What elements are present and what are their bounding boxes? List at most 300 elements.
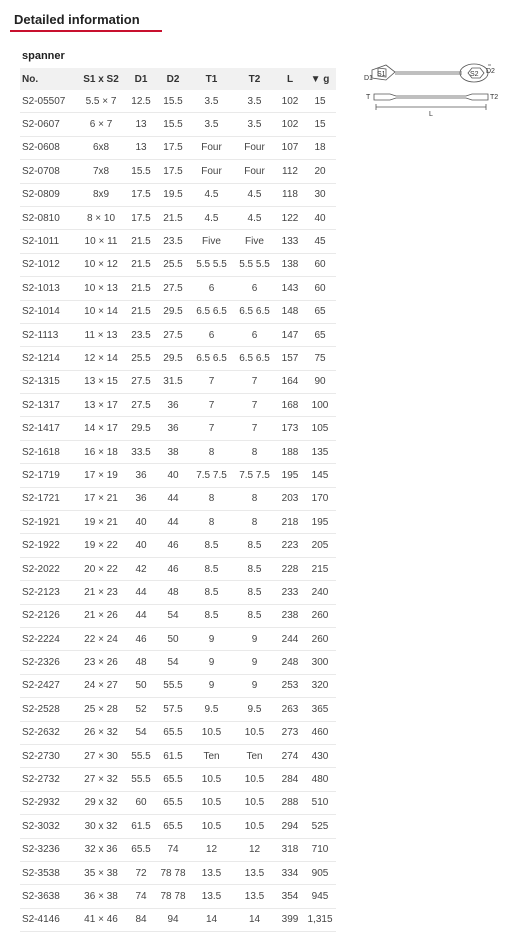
- cell-size: 35 × 38: [76, 861, 126, 884]
- table-row: [20, 136, 336, 159]
- cell-weight: 40: [304, 206, 336, 229]
- cell-d1: 17.5: [126, 183, 156, 206]
- table-row: [20, 347, 336, 370]
- cell-d1: 40: [126, 534, 156, 557]
- weight-triangle-icon: ▼: [310, 73, 321, 85]
- cell-t1: 9.5: [190, 698, 233, 721]
- cell-size: 26 × 32: [76, 721, 126, 744]
- cell-d2: 65.5: [156, 721, 190, 744]
- cell-size: 20 × 22: [76, 557, 126, 580]
- cell-t1: 6: [190, 277, 233, 300]
- column-header-l: L: [276, 68, 304, 90]
- cell-d1: 65.5: [126, 838, 156, 861]
- cell-part-number: S2-1012: [20, 253, 76, 276]
- cell-part-number: S2-2932: [20, 791, 76, 814]
- cell-t2: 9: [233, 651, 276, 674]
- cell-d2: 15.5: [156, 90, 190, 113]
- cell-length: 133: [276, 230, 304, 253]
- cell-part-number: S2-3538: [20, 861, 76, 884]
- column-header-no: No.: [20, 68, 76, 90]
- cell-length: 157: [276, 347, 304, 370]
- cell-t2: 8.5: [233, 534, 276, 557]
- cell-weight: 710: [304, 838, 336, 861]
- cell-t1: 6.5 6.5: [190, 347, 233, 370]
- cell-d2: 27.5: [156, 277, 190, 300]
- diagram-label-s2: S2: [470, 71, 479, 78]
- cell-weight: 430: [304, 744, 336, 767]
- table-row: [20, 464, 336, 487]
- cell-d1: 13: [126, 136, 156, 159]
- cell-weight: 195: [304, 511, 336, 534]
- table-row: [20, 861, 336, 884]
- cell-t2: 9: [233, 627, 276, 650]
- cell-size: 30 x 32: [76, 815, 126, 838]
- table-row: [20, 417, 336, 440]
- cell-d2: 55.5: [156, 674, 190, 697]
- cell-d1: 40: [126, 511, 156, 534]
- diagram-label-s1: S1: [377, 71, 386, 78]
- cell-size: 10 × 13: [76, 277, 126, 300]
- cell-d1: 60: [126, 791, 156, 814]
- cell-part-number: S2-1113: [20, 323, 76, 346]
- cell-size: 6 × 7: [76, 113, 126, 136]
- cell-t2: 3.5: [233, 113, 276, 136]
- table-row: [20, 323, 336, 346]
- cell-d2: 61.5: [156, 744, 190, 767]
- table-row: [20, 487, 336, 510]
- cell-t1: 10.5: [190, 791, 233, 814]
- table-row: [20, 674, 336, 697]
- cell-size: 21 × 26: [76, 604, 126, 627]
- cell-length: 273: [276, 721, 304, 744]
- cell-t2: 9.5: [233, 698, 276, 721]
- cell-d2: 78 78: [156, 885, 190, 908]
- cell-d2: 65.5: [156, 768, 190, 791]
- cell-size: 5.5 × 7: [76, 90, 126, 113]
- cell-size: 17 × 19: [76, 464, 126, 487]
- cell-t1: 9: [190, 651, 233, 674]
- cell-t2: 8.5: [233, 581, 276, 604]
- cell-weight: 240: [304, 581, 336, 604]
- cell-size: 10 × 11: [76, 230, 126, 253]
- cell-length: 218: [276, 511, 304, 534]
- cell-t1: 8.5: [190, 581, 233, 604]
- cell-d1: 25.5: [126, 347, 156, 370]
- cell-size: 13 × 15: [76, 370, 126, 393]
- cell-t1: 8.5: [190, 534, 233, 557]
- cell-weight: 18: [304, 136, 336, 159]
- cell-d2: 15.5: [156, 113, 190, 136]
- cell-t2: 13.5: [233, 885, 276, 908]
- cell-weight: 905: [304, 861, 336, 884]
- cell-d1: 48: [126, 651, 156, 674]
- cell-t1: Four: [190, 136, 233, 159]
- cell-length: 118: [276, 183, 304, 206]
- cell-d1: 44: [126, 604, 156, 627]
- cell-size: 29 x 32: [76, 791, 126, 814]
- cell-d2: 17.5: [156, 136, 190, 159]
- diagram-label-d1: D1: [364, 75, 373, 82]
- cell-part-number: S2-1618: [20, 440, 76, 463]
- cell-d2: 54: [156, 604, 190, 627]
- cell-size: 41 × 46: [76, 908, 126, 931]
- cell-d1: 52: [126, 698, 156, 721]
- cell-weight: 1,315: [304, 908, 336, 931]
- table-row: [20, 160, 336, 183]
- cell-t2: 3.5: [233, 90, 276, 113]
- cell-length: 223: [276, 534, 304, 557]
- cell-size: 36 × 38: [76, 885, 126, 908]
- cell-length: 148: [276, 300, 304, 323]
- cell-length: 122: [276, 206, 304, 229]
- tab-header: [0, 0, 512, 40]
- cell-length: 294: [276, 815, 304, 838]
- cell-d2: 17.5: [156, 160, 190, 183]
- cell-d2: 74: [156, 838, 190, 861]
- cell-d1: 44: [126, 581, 156, 604]
- table-row: [20, 815, 336, 838]
- cell-weight: 525: [304, 815, 336, 838]
- table-row: [20, 721, 336, 744]
- cell-weight: 460: [304, 721, 336, 744]
- cell-d2: 36: [156, 394, 190, 417]
- cell-part-number: S2-1315: [20, 370, 76, 393]
- cell-t1: 8.5: [190, 604, 233, 627]
- cell-size: 22 × 24: [76, 627, 126, 650]
- cell-weight: 100: [304, 394, 336, 417]
- table-row: [20, 557, 336, 580]
- table-row: [20, 253, 336, 276]
- cell-weight: 105: [304, 417, 336, 440]
- column-header-size: S1 x S2: [76, 68, 126, 90]
- cell-length: 354: [276, 885, 304, 908]
- cell-d1: 17.5: [126, 206, 156, 229]
- cell-d1: 55.5: [126, 768, 156, 791]
- cell-part-number: S2-1721: [20, 487, 76, 510]
- cell-t2: 12: [233, 838, 276, 861]
- cell-weight: 90: [304, 370, 336, 393]
- cell-t2: Five: [233, 230, 276, 253]
- cell-size: 19 × 21: [76, 511, 126, 534]
- cell-t2: Four: [233, 160, 276, 183]
- cell-d2: 48: [156, 581, 190, 604]
- cell-t2: 4.5: [233, 183, 276, 206]
- cell-d1: 27.5: [126, 394, 156, 417]
- cell-part-number: S2-05507: [20, 90, 76, 113]
- cell-t1: 10.5: [190, 768, 233, 791]
- cell-t2: 8: [233, 440, 276, 463]
- cell-t2: 8: [233, 511, 276, 534]
- cell-size: 25 × 28: [76, 698, 126, 721]
- cell-t2: 8.5: [233, 557, 276, 580]
- cell-t2: 9: [233, 674, 276, 697]
- cell-t1: 7: [190, 394, 233, 417]
- cell-part-number: S2-2022: [20, 557, 76, 580]
- cell-size: 14 × 17: [76, 417, 126, 440]
- cell-weight: 135: [304, 440, 336, 463]
- cell-t1: 4.5: [190, 206, 233, 229]
- cell-t2: 13.5: [233, 861, 276, 884]
- cell-d2: 46: [156, 557, 190, 580]
- cell-d1: 55.5: [126, 744, 156, 767]
- cell-size: 12 × 14: [76, 347, 126, 370]
- cell-t2: 10.5: [233, 721, 276, 744]
- cell-length: 102: [276, 90, 304, 113]
- cell-t1: 4.5: [190, 183, 233, 206]
- cell-part-number: S2-4146: [20, 908, 76, 931]
- cell-length: 284: [276, 768, 304, 791]
- cell-t1: Four: [190, 160, 233, 183]
- cell-weight: 170: [304, 487, 336, 510]
- cell-weight: 365: [304, 698, 336, 721]
- cell-length: 263: [276, 698, 304, 721]
- cell-d1: 15.5: [126, 160, 156, 183]
- cell-d2: 23.5: [156, 230, 190, 253]
- cell-part-number: S2-2427: [20, 674, 76, 697]
- cell-t2: Four: [233, 136, 276, 159]
- cell-part-number: S2-0608: [20, 136, 76, 159]
- cell-d1: 72: [126, 861, 156, 884]
- section-title: spanner: [22, 50, 65, 62]
- table-row: [20, 744, 336, 767]
- table-row: [20, 581, 336, 604]
- active-tab-indicator: [10, 30, 162, 32]
- cell-part-number: S2-2528: [20, 698, 76, 721]
- cell-part-number: S2-3236: [20, 838, 76, 861]
- cell-d2: 40: [156, 464, 190, 487]
- cell-t2: Ten: [233, 744, 276, 767]
- cell-size: 7x8: [76, 160, 126, 183]
- cell-t1: 7: [190, 370, 233, 393]
- cell-length: 244: [276, 627, 304, 650]
- cell-t1: 9: [190, 674, 233, 697]
- cell-part-number: S2-1921: [20, 511, 76, 534]
- cell-length: 173: [276, 417, 304, 440]
- cell-size: 24 × 27: [76, 674, 126, 697]
- cell-size: 13 × 17: [76, 394, 126, 417]
- cell-size: 21 × 23: [76, 581, 126, 604]
- cell-length: 164: [276, 370, 304, 393]
- cell-d1: 13: [126, 113, 156, 136]
- table-row: [20, 183, 336, 206]
- table-row: [20, 698, 336, 721]
- cell-d1: 21.5: [126, 230, 156, 253]
- cell-length: 112: [276, 160, 304, 183]
- cell-t2: 8: [233, 487, 276, 510]
- cell-d2: 94: [156, 908, 190, 931]
- cell-length: 107: [276, 136, 304, 159]
- cell-d2: 27.5: [156, 323, 190, 346]
- cell-part-number: S2-1417: [20, 417, 76, 440]
- cell-part-number: S2-1922: [20, 534, 76, 557]
- cell-part-number: S2-1013: [20, 277, 76, 300]
- cell-part-number: S2-0708: [20, 160, 76, 183]
- cell-size: 32 x 36: [76, 838, 126, 861]
- table-row: [20, 300, 336, 323]
- table-body: [20, 90, 336, 932]
- table-row: [20, 511, 336, 534]
- cell-part-number: S2-1011: [20, 230, 76, 253]
- cell-size: 8x9: [76, 183, 126, 206]
- cell-weight: 65: [304, 323, 336, 346]
- cell-part-number: S2-1014: [20, 300, 76, 323]
- cell-d2: 46: [156, 534, 190, 557]
- cell-d2: 31.5: [156, 370, 190, 393]
- cell-part-number: S2-0607: [20, 113, 76, 136]
- cell-t1: 12: [190, 838, 233, 861]
- cell-d1: 23.5: [126, 323, 156, 346]
- cell-size: 27 × 30: [76, 744, 126, 767]
- cell-d1: 54: [126, 721, 156, 744]
- cell-d1: 12.5: [126, 90, 156, 113]
- cell-length: 203: [276, 487, 304, 510]
- cell-d2: 19.5: [156, 183, 190, 206]
- column-header-t1: T1: [190, 68, 233, 90]
- cell-weight: 15: [304, 90, 336, 113]
- spec-table: [20, 68, 336, 932]
- cell-size: 27 × 32: [76, 768, 126, 791]
- diagram-label-d2: D2: [486, 68, 495, 75]
- cell-d2: 29.5: [156, 347, 190, 370]
- cell-length: 274: [276, 744, 304, 767]
- cell-part-number: S2-0809: [20, 183, 76, 206]
- table-row: [20, 90, 336, 113]
- cell-size: 11 × 13: [76, 323, 126, 346]
- cell-length: 318: [276, 838, 304, 861]
- cell-d2: 65.5: [156, 815, 190, 838]
- cell-length: 334: [276, 861, 304, 884]
- cell-d1: 36: [126, 487, 156, 510]
- cell-weight: 15: [304, 113, 336, 136]
- table-row: [20, 768, 336, 791]
- cell-weight: 320: [304, 674, 336, 697]
- table-row: [20, 394, 336, 417]
- cell-d2: 44: [156, 511, 190, 534]
- table-row: [20, 885, 336, 908]
- cell-part-number: S2-2123: [20, 581, 76, 604]
- cell-length: 228: [276, 557, 304, 580]
- column-header-d2: D2: [156, 68, 190, 90]
- cell-t1: Ten: [190, 744, 233, 767]
- cell-d2: 38: [156, 440, 190, 463]
- cell-weight: 260: [304, 604, 336, 627]
- cell-d1: 29.5: [126, 417, 156, 440]
- table-row: [20, 277, 336, 300]
- cell-d2: 25.5: [156, 253, 190, 276]
- spanner-diagram: [362, 60, 502, 126]
- table-row: [20, 838, 336, 861]
- cell-d1: 46: [126, 627, 156, 650]
- table-row: [20, 627, 336, 650]
- cell-t1: 8: [190, 487, 233, 510]
- cell-length: 143: [276, 277, 304, 300]
- cell-t1: 14: [190, 908, 233, 931]
- cell-part-number: S2-2224: [20, 627, 76, 650]
- cell-weight: 510: [304, 791, 336, 814]
- table-row: [20, 908, 336, 931]
- cell-size: 10 × 14: [76, 300, 126, 323]
- cell-t2: 6.5 6.5: [233, 300, 276, 323]
- cell-size: 19 × 22: [76, 534, 126, 557]
- cell-length: 195: [276, 464, 304, 487]
- cell-part-number: S2-2326: [20, 651, 76, 674]
- cell-part-number: S2-2732: [20, 768, 76, 791]
- cell-d1: 74: [126, 885, 156, 908]
- cell-t2: 6.5 6.5: [233, 347, 276, 370]
- cell-d1: 42: [126, 557, 156, 580]
- cell-t1: 8.5: [190, 557, 233, 580]
- cell-length: 399: [276, 908, 304, 931]
- cell-t2: 8.5: [233, 604, 276, 627]
- diagram-label-t1: T: [366, 94, 371, 101]
- cell-t2: 14: [233, 908, 276, 931]
- cell-t2: 4.5: [233, 206, 276, 229]
- cell-weight: 205: [304, 534, 336, 557]
- cell-t1: 8: [190, 511, 233, 534]
- cell-d1: 21.5: [126, 253, 156, 276]
- table-row: [20, 651, 336, 674]
- cell-d2: 44: [156, 487, 190, 510]
- spanner-side-view: [374, 94, 488, 110]
- cell-d1: 50: [126, 674, 156, 697]
- cell-weight: 300: [304, 651, 336, 674]
- cell-part-number: S2-1214: [20, 347, 76, 370]
- cell-d1: 27.5: [126, 370, 156, 393]
- cell-length: 147: [276, 323, 304, 346]
- cell-d2: 57.5: [156, 698, 190, 721]
- cell-d1: 21.5: [126, 277, 156, 300]
- cell-t1: 3.5: [190, 90, 233, 113]
- cell-t1: 10.5: [190, 815, 233, 838]
- cell-d2: 29.5: [156, 300, 190, 323]
- table-header-row: [20, 68, 336, 90]
- cell-length: 102: [276, 113, 304, 136]
- cell-t2: 10.5: [233, 815, 276, 838]
- cell-part-number: S2-3032: [20, 815, 76, 838]
- table-row: [20, 370, 336, 393]
- cell-d2: 50: [156, 627, 190, 650]
- cell-size: 16 × 18: [76, 440, 126, 463]
- cell-t1: 10.5: [190, 721, 233, 744]
- table-row: [20, 206, 336, 229]
- cell-d2: 36: [156, 417, 190, 440]
- cell-length: 248: [276, 651, 304, 674]
- column-header-weight: [304, 68, 336, 90]
- cell-t1: Five: [190, 230, 233, 253]
- cell-weight: 60: [304, 253, 336, 276]
- table-row: [20, 604, 336, 627]
- cell-weight: 260: [304, 627, 336, 650]
- cell-length: 253: [276, 674, 304, 697]
- cell-weight: 145: [304, 464, 336, 487]
- cell-t1: 7: [190, 417, 233, 440]
- cell-t1: 3.5: [190, 113, 233, 136]
- cell-weight: 65: [304, 300, 336, 323]
- cell-part-number: S2-0810: [20, 206, 76, 229]
- cell-t2: 10.5: [233, 791, 276, 814]
- tab-detailed-information[interactable]: Detailed information: [14, 12, 140, 27]
- cell-t2: 7: [233, 417, 276, 440]
- table-row: [20, 440, 336, 463]
- cell-t1: 8: [190, 440, 233, 463]
- diagram-label-l: L: [429, 111, 433, 118]
- cell-t1: 6: [190, 323, 233, 346]
- cell-t2: 7: [233, 394, 276, 417]
- cell-t2: 5.5 5.5: [233, 253, 276, 276]
- cell-weight: 60: [304, 277, 336, 300]
- cell-t1: 13.5: [190, 861, 233, 884]
- cell-d2: 65.5: [156, 791, 190, 814]
